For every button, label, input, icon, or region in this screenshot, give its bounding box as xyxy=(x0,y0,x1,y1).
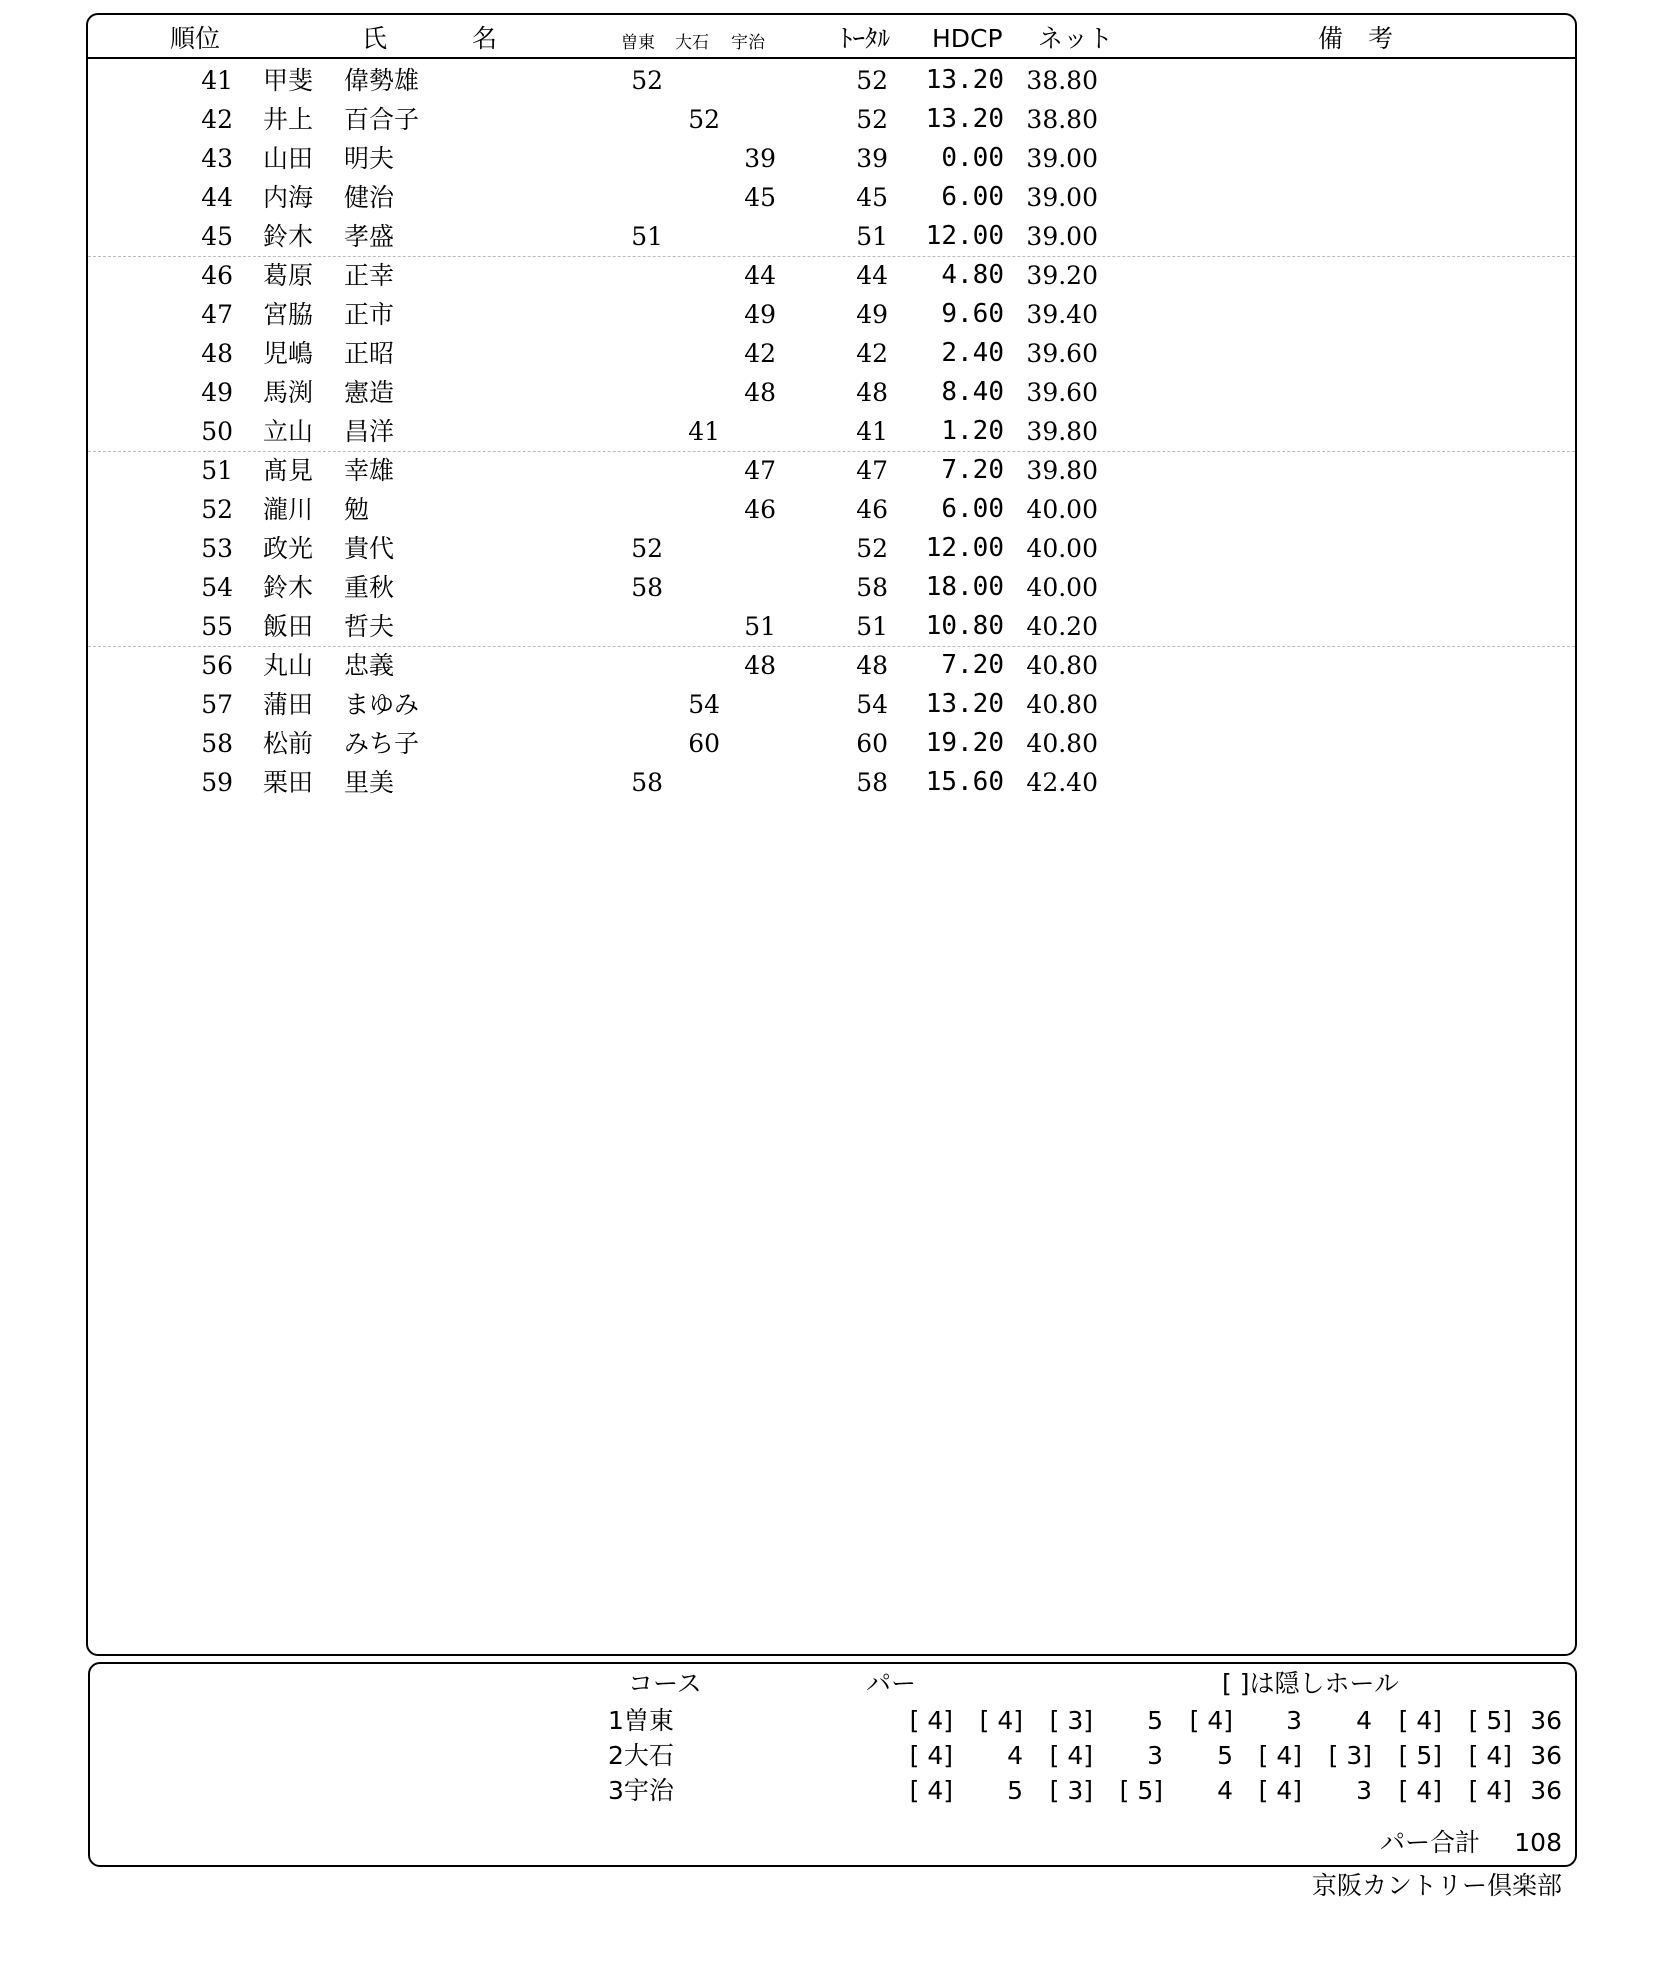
cell-given-name: 正市 xyxy=(344,300,395,329)
table-row xyxy=(88,100,1575,139)
hole-par: [ 5] xyxy=(1119,1776,1163,1805)
cell-hdcp: 6.00 xyxy=(941,494,1004,524)
course-par-total: 36 xyxy=(1530,1776,1562,1805)
cell-given-name: 里美 xyxy=(344,768,395,797)
cell-total: 51 xyxy=(856,222,888,251)
cell-course-2: 54 xyxy=(688,690,720,719)
cell-rank: 52 xyxy=(201,495,233,524)
course-par-total: 36 xyxy=(1530,1741,1562,1770)
cell-hdcp: 12.00 xyxy=(925,221,1004,251)
table-row xyxy=(88,178,1575,217)
cell-total: 51 xyxy=(856,612,888,641)
course-name: 3宇治 xyxy=(608,1776,674,1805)
cell-surname: 栗田 xyxy=(263,768,314,797)
cell-hdcp: 19.20 xyxy=(925,728,1004,758)
cell-net: 38.80 xyxy=(1026,66,1098,95)
cell-rank: 57 xyxy=(201,690,233,719)
cell-given-name: 昌洋 xyxy=(344,417,395,446)
cell-hdcp: 15.60 xyxy=(925,767,1004,797)
cell-given-name: 正昭 xyxy=(344,339,395,368)
cell-course-1: 51 xyxy=(631,222,663,251)
hole-par: 5 xyxy=(1147,1706,1163,1735)
cell-rank: 42 xyxy=(201,105,233,134)
cell-rank: 56 xyxy=(201,651,233,680)
club-name: 京阪カントリー倶楽部 xyxy=(1311,1871,1562,1900)
cell-hdcp: 13.20 xyxy=(925,104,1004,134)
cell-hdcp: 6.00 xyxy=(941,182,1004,212)
cell-hdcp: 4.80 xyxy=(941,260,1004,290)
header-name-1: 氏 xyxy=(362,24,388,53)
cell-rank: 44 xyxy=(201,183,233,212)
hole-par: [ 5] xyxy=(1398,1741,1442,1770)
table-row xyxy=(88,685,1575,724)
header-course-2: 大石 xyxy=(675,33,709,53)
table-row xyxy=(88,139,1575,178)
cell-net: 40.00 xyxy=(1026,534,1098,563)
table-row xyxy=(88,451,1575,490)
cell-total: 58 xyxy=(856,768,888,797)
cell-total: 45 xyxy=(856,183,888,212)
cell-surname: 甲斐 xyxy=(263,66,314,95)
table-row xyxy=(88,412,1575,451)
cell-surname: 児嶋 xyxy=(263,339,314,368)
cell-hdcp: 7.20 xyxy=(941,455,1004,485)
cell-total: 42 xyxy=(856,339,888,368)
course-par-section xyxy=(88,1662,1577,1867)
cell-net: 40.80 xyxy=(1026,729,1098,758)
cell-hdcp: 7.20 xyxy=(941,650,1004,680)
cell-hdcp: 13.20 xyxy=(925,689,1004,719)
header-remarks: 備 考 xyxy=(1318,24,1394,53)
hole-par: [ 3] xyxy=(1049,1776,1093,1805)
cell-hdcp: 13.20 xyxy=(925,65,1004,95)
cell-course-1: 58 xyxy=(631,573,663,602)
hidden-hole-note: [ ]は隠しホール xyxy=(1222,1669,1399,1698)
table-header xyxy=(88,15,1575,59)
cell-total: 41 xyxy=(856,417,888,446)
cell-given-name: みち子 xyxy=(344,729,420,758)
cell-surname: 井上 xyxy=(263,105,314,134)
cell-rank: 51 xyxy=(201,456,233,485)
cell-net: 40.20 xyxy=(1026,612,1098,641)
cell-total: 49 xyxy=(856,300,888,329)
header-rank: 順位 xyxy=(170,24,221,53)
cell-rank: 49 xyxy=(201,378,233,407)
cell-total: 48 xyxy=(856,378,888,407)
hole-par: [ 4] xyxy=(1189,1706,1233,1735)
cell-net: 39.00 xyxy=(1026,144,1098,173)
cell-given-name: 正幸 xyxy=(344,261,395,290)
cell-rank: 41 xyxy=(201,66,233,95)
header-net: ネット xyxy=(1038,24,1114,53)
header-total: ﾄｰﾀﾙ xyxy=(840,24,891,53)
cell-course-3: 49 xyxy=(744,300,776,329)
cell-surname: 立山 xyxy=(263,417,314,446)
cell-net: 39.00 xyxy=(1026,222,1098,251)
hole-par: [ 4] xyxy=(1468,1776,1512,1805)
course-par-total: 36 xyxy=(1530,1706,1562,1735)
cell-hdcp: 1.20 xyxy=(941,416,1004,446)
hole-par: [ 4] xyxy=(1468,1741,1512,1770)
table-row xyxy=(88,568,1575,607)
cell-rank: 46 xyxy=(201,261,233,290)
cell-rank: 58 xyxy=(201,729,233,758)
cell-surname: 内海 xyxy=(263,183,314,212)
cell-course-3: 46 xyxy=(744,495,776,524)
cell-net: 40.00 xyxy=(1026,573,1098,602)
table-row xyxy=(88,490,1575,529)
cell-surname: 葛原 xyxy=(263,261,314,290)
header-name-2: 名 xyxy=(472,24,498,53)
cell-course-1: 58 xyxy=(631,768,663,797)
table-row xyxy=(88,295,1575,334)
cell-course-3: 47 xyxy=(744,456,776,485)
cell-course-3: 39 xyxy=(744,144,776,173)
cell-net: 39.40 xyxy=(1026,300,1098,329)
cell-surname: 蒲田 xyxy=(263,690,314,719)
course-label: コース xyxy=(628,1669,702,1698)
hole-par: [ 3] xyxy=(1049,1706,1093,1735)
hole-par: [ 4] xyxy=(1398,1776,1442,1805)
cell-net: 39.80 xyxy=(1026,456,1098,485)
cell-surname: 山田 xyxy=(263,144,314,173)
par-total-value: 108 xyxy=(1514,1828,1562,1857)
cell-total: 52 xyxy=(856,534,888,563)
cell-rank: 43 xyxy=(201,144,233,173)
cell-course-3: 45 xyxy=(744,183,776,212)
table-row xyxy=(88,646,1575,685)
cell-given-name: 百合子 xyxy=(344,105,420,134)
table-row xyxy=(88,61,1575,100)
hole-par: 4 xyxy=(1356,1706,1372,1735)
table-row xyxy=(88,607,1575,646)
cell-total: 44 xyxy=(856,261,888,290)
par-label: パー xyxy=(866,1669,917,1698)
hole-par: 4 xyxy=(1217,1776,1233,1805)
table-row xyxy=(88,373,1575,412)
cell-surname: 宮脇 xyxy=(263,300,314,329)
results-table xyxy=(86,13,1577,1656)
table-row xyxy=(88,256,1575,295)
cell-surname: 鈴木 xyxy=(263,573,314,602)
table-row xyxy=(88,724,1575,763)
cell-hdcp: 18.00 xyxy=(925,572,1004,602)
cell-given-name: 偉勢雄 xyxy=(344,66,420,95)
cell-net: 40.80 xyxy=(1026,651,1098,680)
cell-rank: 59 xyxy=(201,768,233,797)
hole-par: 4 xyxy=(1007,1741,1023,1770)
cell-rank: 50 xyxy=(201,417,233,446)
cell-surname: 馬渕 xyxy=(263,378,314,407)
hole-par: 3 xyxy=(1147,1741,1163,1770)
cell-surname: 飯田 xyxy=(263,612,314,641)
hole-par: [ 3] xyxy=(1328,1741,1372,1770)
cell-course-2: 60 xyxy=(688,729,720,758)
cell-net: 42.40 xyxy=(1026,768,1098,797)
cell-rank: 53 xyxy=(201,534,233,563)
hole-par: [ 4] xyxy=(909,1706,953,1735)
cell-rank: 45 xyxy=(201,222,233,251)
cell-given-name: 健治 xyxy=(344,183,395,212)
hole-par: 3 xyxy=(1356,1776,1372,1805)
cell-hdcp: 10.80 xyxy=(925,611,1004,641)
hole-par: 5 xyxy=(1007,1776,1023,1805)
table-row xyxy=(88,763,1575,802)
cell-course-2: 41 xyxy=(688,417,720,446)
cell-given-name: まゆみ xyxy=(344,690,420,719)
cell-course-3: 44 xyxy=(744,261,776,290)
table-row xyxy=(88,529,1575,568)
cell-surname: 政光 xyxy=(263,534,314,563)
cell-given-name: 貴代 xyxy=(344,534,395,563)
cell-course-1: 52 xyxy=(631,534,663,563)
cell-rank: 55 xyxy=(201,612,233,641)
course-name: 1曽東 xyxy=(608,1706,674,1735)
header-course-3: 宇治 xyxy=(731,33,765,53)
cell-course-2: 52 xyxy=(688,105,720,134)
cell-hdcp: 9.60 xyxy=(941,299,1004,329)
cell-course-3: 48 xyxy=(744,378,776,407)
cell-net: 38.80 xyxy=(1026,105,1098,134)
cell-net: 39.00 xyxy=(1026,183,1098,212)
cell-net: 39.60 xyxy=(1026,339,1098,368)
cell-course-1: 52 xyxy=(631,66,663,95)
course-name: 2大石 xyxy=(608,1741,674,1770)
hole-par: [ 5] xyxy=(1468,1706,1512,1735)
cell-net: 39.60 xyxy=(1026,378,1098,407)
cell-given-name: 明夫 xyxy=(344,144,395,173)
cell-given-name: 重秋 xyxy=(344,573,395,602)
cell-net: 39.20 xyxy=(1026,261,1098,290)
cell-total: 58 xyxy=(856,573,888,602)
hole-par: [ 4] xyxy=(1049,1741,1093,1770)
cell-total: 52 xyxy=(856,66,888,95)
hole-par: 5 xyxy=(1217,1741,1233,1770)
cell-course-3: 42 xyxy=(744,339,776,368)
cell-net: 40.80 xyxy=(1026,690,1098,719)
cell-given-name: 忠義 xyxy=(344,651,395,680)
hole-par: [ 4] xyxy=(909,1741,953,1770)
cell-given-name: 憲造 xyxy=(344,378,395,407)
cell-total: 52 xyxy=(856,105,888,134)
cell-hdcp: 8.40 xyxy=(941,377,1004,407)
cell-total: 47 xyxy=(856,456,888,485)
table-row xyxy=(88,217,1575,256)
cell-hdcp: 12.00 xyxy=(925,533,1004,563)
hole-par: [ 4] xyxy=(1398,1706,1442,1735)
cell-total: 60 xyxy=(856,729,888,758)
cell-surname: 髙見 xyxy=(263,456,314,485)
hole-par: [ 4] xyxy=(979,1706,1023,1735)
par-total-label: パー合計 xyxy=(1380,1828,1481,1857)
cell-surname: 瀧川 xyxy=(263,495,314,524)
cell-surname: 丸山 xyxy=(263,651,314,680)
cell-net: 40.00 xyxy=(1026,495,1098,524)
cell-hdcp: 2.40 xyxy=(941,338,1004,368)
hole-par: [ 4] xyxy=(1258,1741,1302,1770)
hole-par: [ 4] xyxy=(909,1776,953,1805)
cell-total: 54 xyxy=(856,690,888,719)
cell-total: 46 xyxy=(856,495,888,524)
cell-rank: 48 xyxy=(201,339,233,368)
table-row xyxy=(88,334,1575,373)
cell-given-name: 哲夫 xyxy=(344,612,395,641)
cell-surname: 松前 xyxy=(263,729,314,758)
cell-rank: 54 xyxy=(201,573,233,602)
cell-total: 48 xyxy=(856,651,888,680)
cell-rank: 47 xyxy=(201,300,233,329)
cell-given-name: 勉 xyxy=(344,495,370,524)
hole-par: 3 xyxy=(1286,1706,1302,1735)
cell-surname: 鈴木 xyxy=(263,222,314,251)
cell-course-3: 48 xyxy=(744,651,776,680)
cell-given-name: 孝盛 xyxy=(344,222,395,251)
cell-given-name: 幸雄 xyxy=(344,456,395,485)
cell-net: 39.80 xyxy=(1026,417,1098,446)
hole-par: [ 4] xyxy=(1258,1776,1302,1805)
cell-total: 39 xyxy=(856,144,888,173)
cell-course-3: 51 xyxy=(744,612,776,641)
header-hdcp: HDCP xyxy=(932,24,1003,53)
header-course-1: 曽東 xyxy=(621,33,655,53)
cell-hdcp: 0.00 xyxy=(941,143,1004,173)
